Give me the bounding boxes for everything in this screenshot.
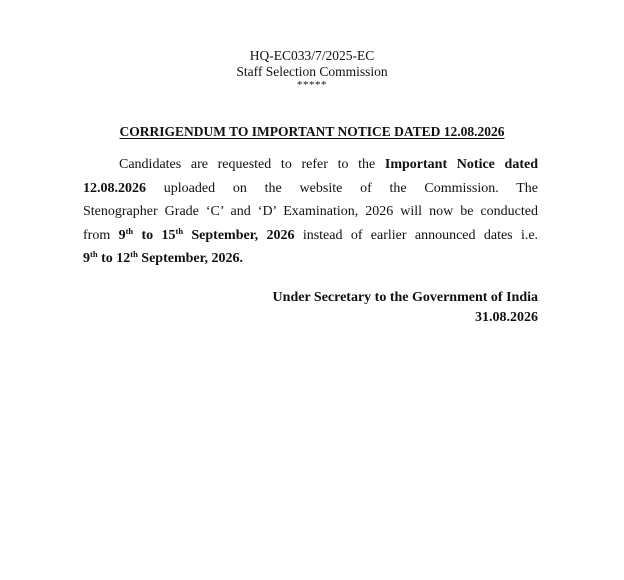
organization-name: Staff Selection Commission	[236, 64, 388, 79]
signatory-designation: Under Secretary to the Government of India	[272, 290, 538, 305]
body-line-1: Candidates are requested to refer to the Important Notice dated	[119, 157, 538, 172]
body-line-4: from 9th to 15th September, 2026 instead of earlier announced dates i.e.	[83, 225, 539, 243]
reference-number: HQ-EC033/7/2025-EC	[249, 48, 375, 63]
body-line-2: 12.08.2026 uploaded on the website of the Commission. The	[83, 180, 538, 196]
notice-body	[83, 153, 538, 271]
body-line-3: Stenographer Grade ‘C’ and ‘D’ Examination, 2026 will now be conducted	[83, 204, 538, 219]
notice-header	[0, 48, 624, 91]
body-line-5: 9th to 12th September, 2026.	[83, 249, 244, 266]
notice-heading: CORRIGENDUM TO IMPORTANT NOTICE DATED 12.08.2026	[119, 124, 505, 139]
signature-block	[83, 288, 538, 327]
separator-stars: *****	[297, 79, 327, 91]
notice-date: 31.08.2026	[475, 309, 538, 325]
